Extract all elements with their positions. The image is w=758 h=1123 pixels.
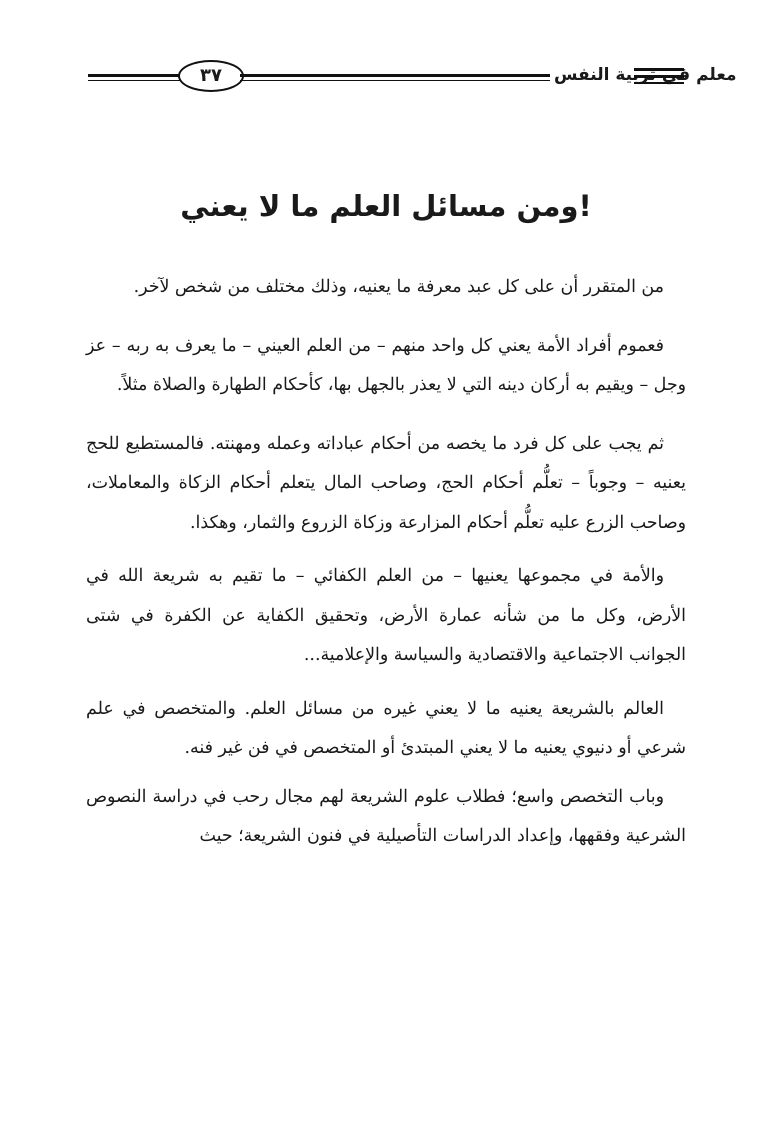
header-rule: [634, 68, 684, 71]
paragraph: ثم يجب على كل فرد ما يخصه من أحكام عباداته وعمله ومهنته. فالمستطيع للحج يعنيه – وجوباً – تعلُّم أحكام الحج، وصاحب المال يتعلم أحكام الزكاة والمعاملات، وصاحب الزرع عليه تعلُّم أحكام المزارعة وزكاة الزروع والثمار، وهكذا.: [86, 433, 686, 533]
header-rule: [88, 74, 180, 77]
header-rule: [240, 80, 550, 81]
header-rule: [634, 75, 684, 78]
running-header: [88, 58, 737, 98]
paragraph: فعموم أفراد الأمة يعني كل واحد منهم – من العلم العيني – ما يعرف به ربه – عز وجل – ويقيم به أركان دينه التي لا يعذر بالجهل بها، كأحكام الطهارة والصلاة مثلاً.: [86, 335, 686, 395]
header-rule: [634, 82, 684, 84]
header-rule: [88, 80, 180, 81]
running-title: معلم في تربية النفس: [554, 65, 737, 85]
paragraph: العالم بالشريعة يعنيه ما لا يعني غيره من مسائل العلم. والمتخصص في علم شرعي أو دنيوي يعنيه ما لا يعني المبتدئ أو المتخصص في فن غير فنه.: [86, 698, 686, 758]
header-rule: [240, 74, 550, 77]
paragraph: وباب التخصص واسع؛ فطلاب علوم الشريعة لهم مجال رحب في دراسة النصوص الشرعية وفقهها، وإعداد الدراسات التأصيلية في فنون الشريعة؛ حيث: [86, 786, 686, 846]
chapter-title: ومن مسائل العلم ما لا يعني!: [180, 189, 592, 223]
page-number: ٣٧: [178, 60, 244, 92]
paragraph: من المتقرر أن على كل عبد معرفة ما يعنيه، وذلك مختلف من شخص لآخر.: [133, 277, 664, 297]
paragraph: والأمة في مجموعها يعنيها – من العلم الكفائي – ما تقيم به شريعة الله في الأرض، وكل ما من شأنه عمارة الأرض، وتحقيق الكفاية عن الكفرة في شتى الجوانب الاجتماعية والاقتصادية والسياسة والإعلامية...: [86, 566, 686, 665]
body-text: [86, 268, 686, 857]
